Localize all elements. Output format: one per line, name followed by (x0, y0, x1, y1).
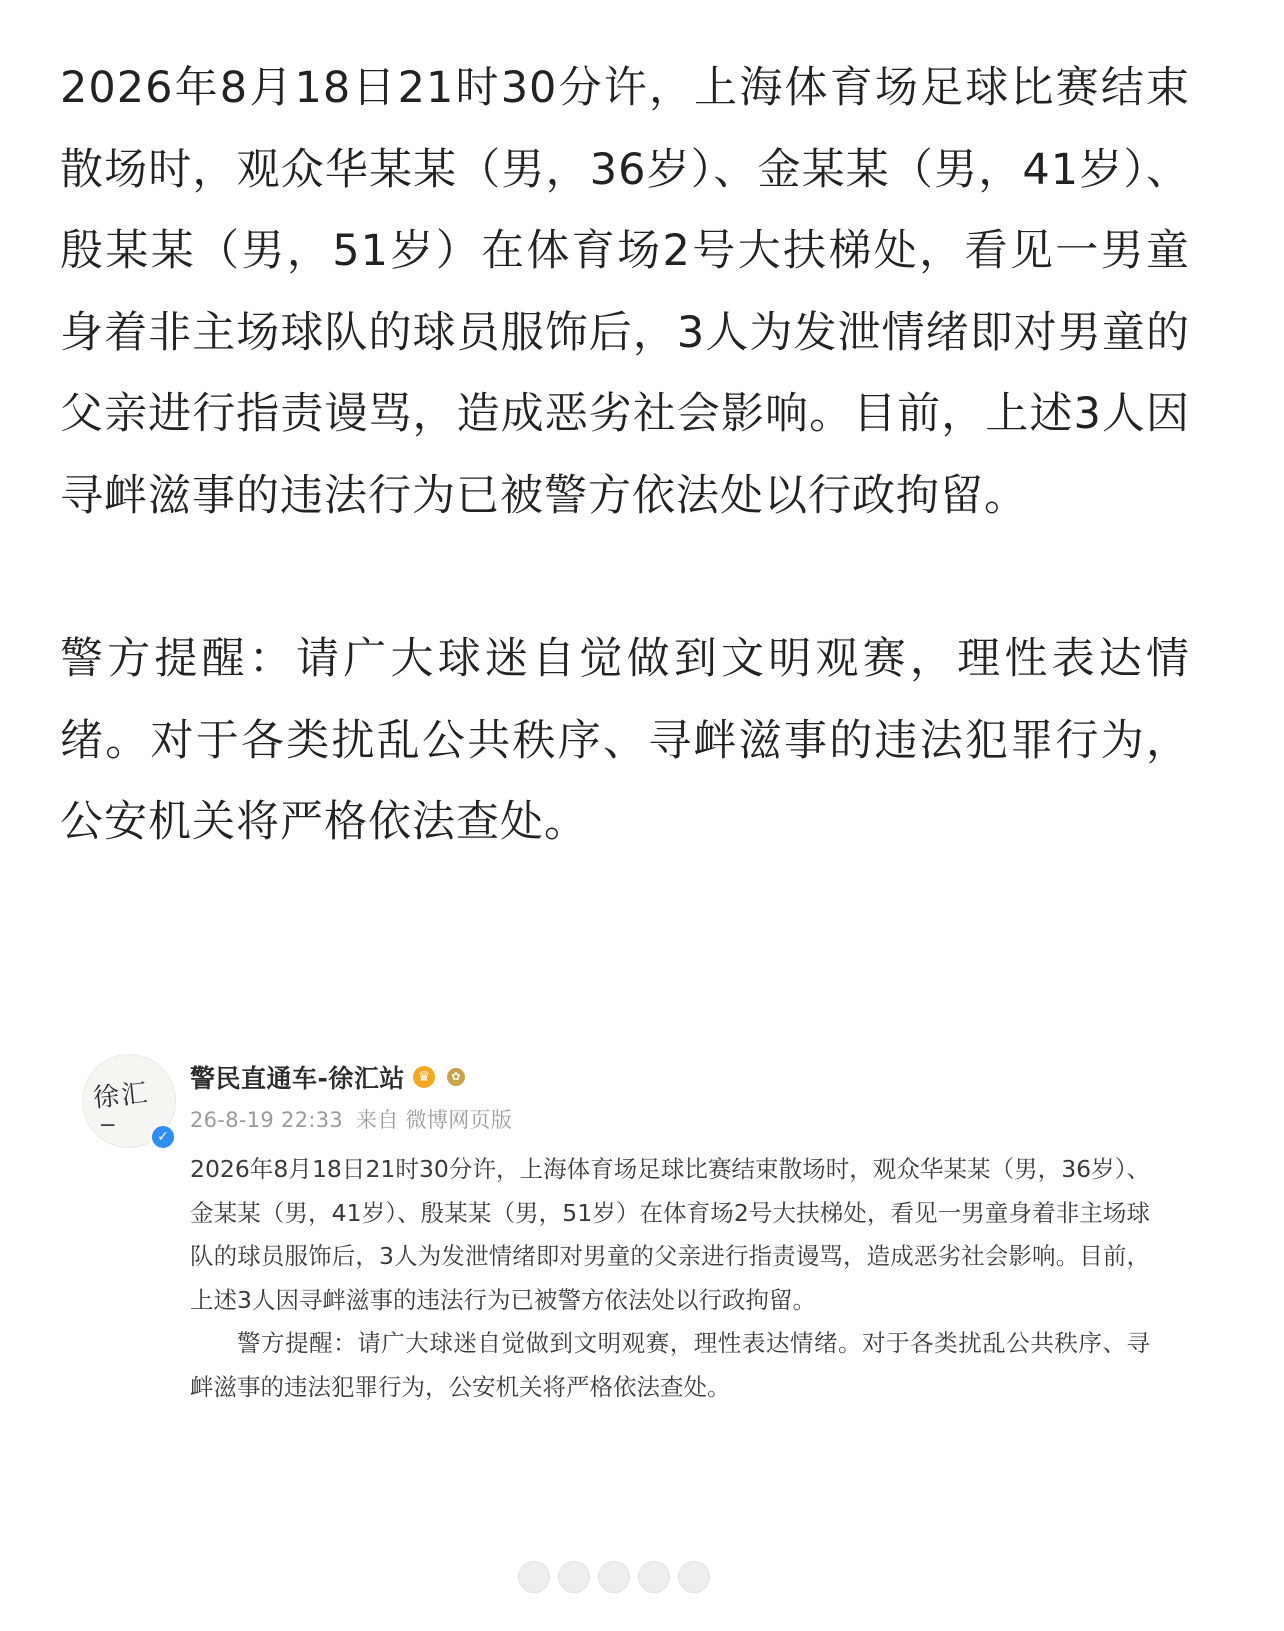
post-meta (190, 1104, 512, 1134)
pager-dot[interactable] (558, 1561, 590, 1593)
post-source: 来自 微博网页版 (356, 1108, 513, 1132)
crown-icon: ♛ (413, 1066, 435, 1088)
calligraphy-avatar-icon: 徐汇 (91, 1078, 151, 1114)
pager-dot[interactable] (678, 1561, 710, 1593)
verified-check-icon: ✓ (150, 1124, 176, 1150)
pager-dot[interactable] (638, 1561, 670, 1593)
image-pager (518, 1561, 710, 1593)
post-paragraph-2: 警方提醒：请广大球迷自觉做到文明观赛，理性表达情绪。对于各类扰乱公共秩序、寻衅滋事的违法犯罪行为，公安机关将严格依法查处。 (190, 1329, 1150, 1401)
pager-dot[interactable] (518, 1561, 550, 1593)
post-time[interactable]: 26-8-19 22:33 (190, 1108, 344, 1132)
post-body (190, 1148, 1150, 1409)
post-paragraph-1: 2026年8月18日21时30分许，上海体育场足球比赛结束散场时，观众华某某（男，36岁）、金某某（男，41岁）、殷某某（男，51岁）在体育场2号大扶梯处，看见一男童身着非主场球队的球员服饰后，3人为发泄情绪即对男童的父亲进行指责谩骂，造成恶劣社会影响。目前，上述3人因寻衅滋事的违法行为已被警方依法处以行政拘留。 (190, 1155, 1150, 1314)
article-text (60, 48, 1190, 864)
author-name[interactable]: 警民直通车-徐汇站 (190, 1064, 405, 1093)
article-paragraph-1: 2026年8月18日21时30分许，上海体育场足球比赛结束散场时，观众华某某（男，36岁）、金某某（男，41岁）、殷某某（男，51岁）在体育场2号大扶梯处，看见一男童身着非主场球队的球员服饰后，3人为发泄情绪即对男童的父亲进行指责谩骂，造成恶劣社会影响。目前，上述3人因寻衅滋事的违法行为已被警方依法处以行政拘留。 (60, 63, 1190, 521)
sunflower-badge-icon: ✿ (447, 1068, 465, 1086)
pager-dot[interactable] (598, 1561, 630, 1593)
weibo-post-screenshot (78, 1040, 1178, 1460)
avatar-subtext-icon: ━━ (101, 1119, 115, 1132)
article-paragraph-2: 警方提醒：请广大球迷自觉做到文明观赛，理性表达情绪。对于各类扰乱公共秩序、寻衅滋事的违法犯罪行为，公安机关将严格依法查处。 (60, 634, 1190, 847)
author-row (190, 1060, 465, 1094)
